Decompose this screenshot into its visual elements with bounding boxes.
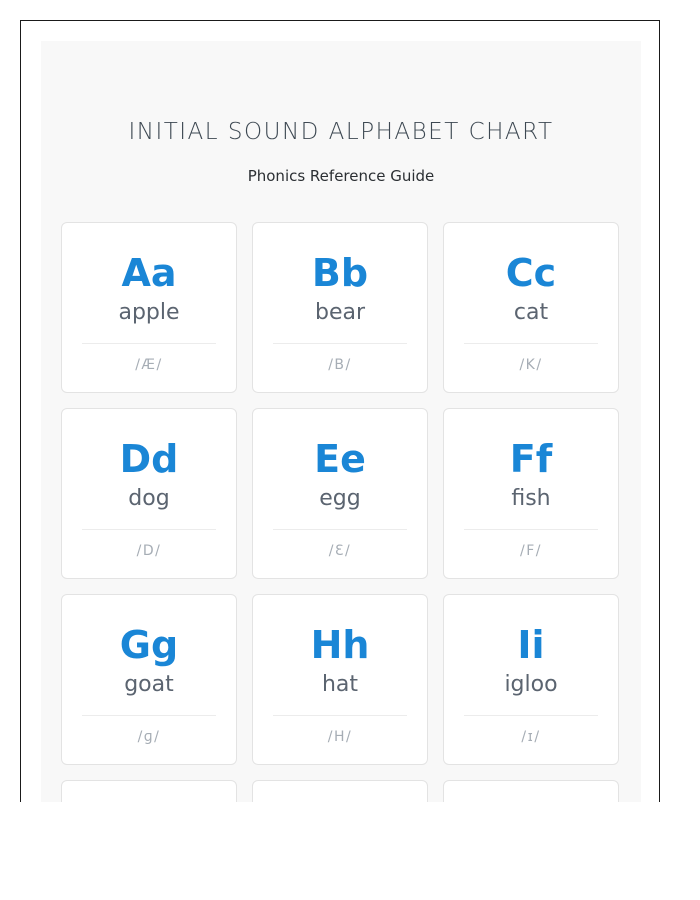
letter-label: Dd <box>119 437 179 481</box>
chart-panel <box>41 41 641 802</box>
example-word: fish <box>511 486 551 511</box>
example-word: hat <box>321 672 359 697</box>
card-divider <box>82 715 216 716</box>
letter-card-partial <box>61 780 237 802</box>
card-divider <box>464 343 598 344</box>
letter-card-b <box>252 222 428 393</box>
page-frame <box>20 20 660 802</box>
letter-label: Ee <box>314 437 366 481</box>
example-word: egg <box>319 486 361 511</box>
example-word: goat <box>124 672 174 697</box>
phonetic-sound: /K/ <box>519 357 543 373</box>
letter-card-g <box>61 594 237 765</box>
letter-card-e <box>252 408 428 579</box>
phonetic-sound: /Æ/ <box>135 357 163 373</box>
phonetic-sound: /Ɛ/ <box>328 543 352 559</box>
letter-label: Ff <box>509 437 553 481</box>
letter-label: Bb <box>311 251 369 295</box>
letter-card-c <box>443 222 619 393</box>
page-subtitle: Phonics Reference Guide <box>247 167 435 185</box>
card-divider <box>273 715 407 716</box>
example-word: igloo <box>504 672 558 697</box>
phonetic-sound: /D/ <box>136 543 162 559</box>
letter-label: Hh <box>310 623 370 667</box>
page-title: INITIAL SOUND ALPHABET CHART <box>128 119 554 145</box>
card-divider <box>273 529 407 530</box>
example-word: bear <box>314 300 366 325</box>
phonetic-sound: /ɪ/ <box>521 729 541 745</box>
phonetic-sound: /B/ <box>328 357 352 373</box>
card-divider <box>82 343 216 344</box>
card-divider <box>464 529 598 530</box>
phonetic-sound: /H/ <box>327 729 353 745</box>
letter-card-partial <box>443 780 619 802</box>
card-divider <box>464 715 598 716</box>
example-word: apple <box>118 300 180 325</box>
letter-label: Gg <box>119 623 179 667</box>
card-divider <box>82 529 216 530</box>
example-word: cat <box>513 300 549 325</box>
example-word: dog <box>128 486 170 511</box>
letter-label: Cc <box>505 251 557 295</box>
letter-card-i <box>443 594 619 765</box>
phonetic-sound: /ɡ/ <box>137 729 161 745</box>
alphabet-grid <box>61 222 621 802</box>
card-divider <box>273 343 407 344</box>
letter-label: Aa <box>121 251 177 295</box>
letter-card-a <box>61 222 237 393</box>
phonetic-sound: /F/ <box>520 543 542 559</box>
letter-card-partial <box>252 780 428 802</box>
letter-label: Ii <box>517 623 545 667</box>
letter-card-f <box>443 408 619 579</box>
letter-card-h <box>252 594 428 765</box>
letter-card-d <box>61 408 237 579</box>
